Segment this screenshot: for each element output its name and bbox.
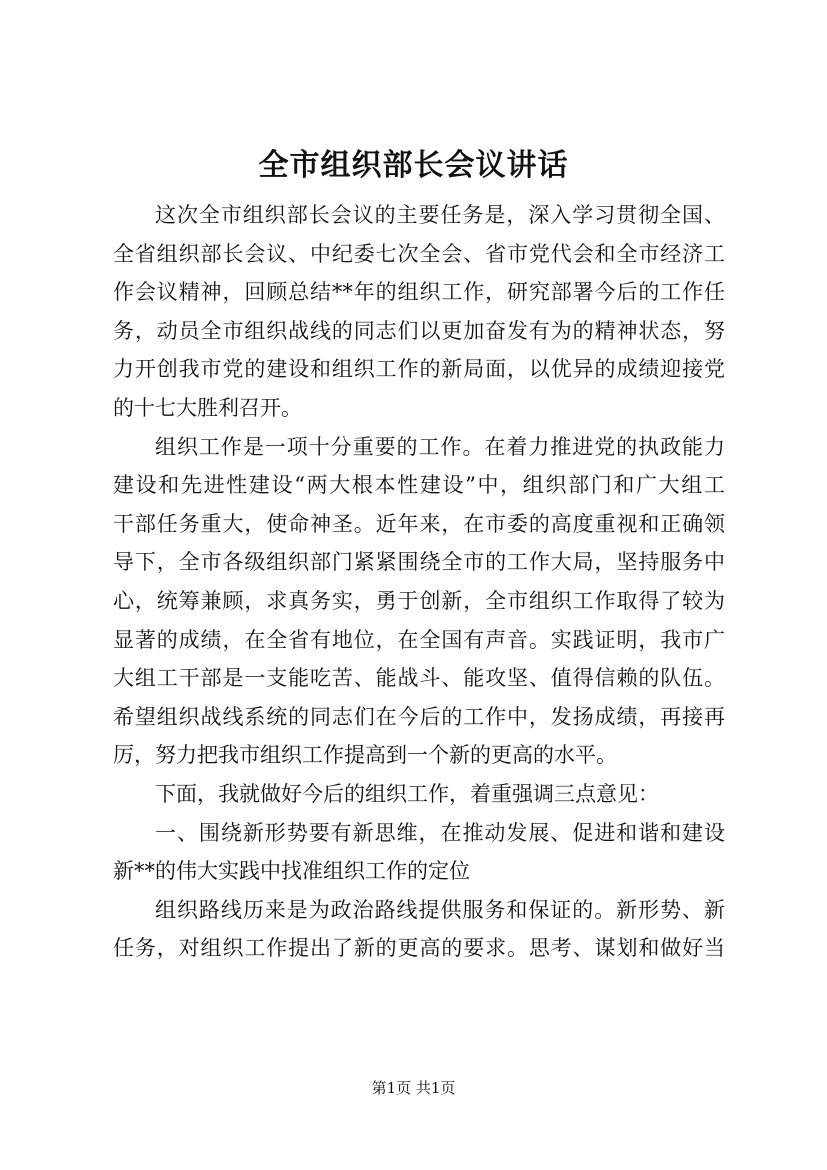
paragraph-line: 这次全市组织部长会议的主要任务是，深入学习贯彻全国、 [155,203,725,227]
document-title: 全市组织部长会议讲话 [258,148,569,183]
paragraph-line: 任务，对组织工作提出了新的更高的要求。思考、谋划和做好当 [113,936,725,961]
document-body [113,196,725,968]
paragraph-line: 作会议精神，回顾总结**年的组织工作，研究部署今后的工作任 [113,280,725,305]
paragraph-line: 希望组织战线系统的同志们在今后的工作中，发扬成绩，再接再 [113,704,725,729]
paragraph-line: 建设和先进性建设“两大根本性建设”中，组织部门和广大组工 [113,473,725,498]
paragraph-line: 大组工干部是一支能吃苦、能战斗、能攻坚、值得信赖的队伍。 [113,666,725,691]
paragraph-line: 厉，努力把我市组织工作提高到一个新的更高的水平。 [113,743,617,768]
paragraph-line: 显著的成绩，在全省有地位，在全国有声音。实践证明，我市广 [113,627,725,652]
paragraph-line: 组织路线历来是为政治路线提供服务和保证的。新形势、新 [155,897,725,922]
paragraph-line: 干部任务重大，使命神圣。近年来，在市委的高度重视和正确领 [113,511,725,536]
paragraph-line: 务，动员全市组织战线的同志们以更加奋发有为的精神状态，努 [113,318,725,343]
paragraph-line: 的十七大胜利召开。 [113,395,302,420]
paragraph-line: 下面，我就做好今后的组织工作，着重强调三点意见： [155,781,659,806]
paragraph-line: 导下，全市各级组织部门紧紧围绕全市的工作大局，坚持服务中 [113,550,725,575]
paragraph-line: 组织工作是一项十分重要的工作。在着力推进党的执政能力 [155,434,725,459]
page-footer: 第1页 共1页 [371,1079,456,1097]
paragraph-line: 心，统筹兼顾，求真务实，勇于创新，全市组织工作取得了较为 [113,588,725,613]
section-heading-line: 一、围绕新形势要有新思维，在推动发展、促进和谐和建设 [155,820,725,845]
paragraph-line: 力开创我市党的建设和组织工作的新局面，以优异的成绩迎接党 [113,357,725,382]
section-heading-line: 新**的伟大实践中找准组织工作的定位 [113,859,470,884]
paragraph-line: 全省组织部长会议、中纪委七次全会、省市党代会和全市经济工 [113,241,725,266]
